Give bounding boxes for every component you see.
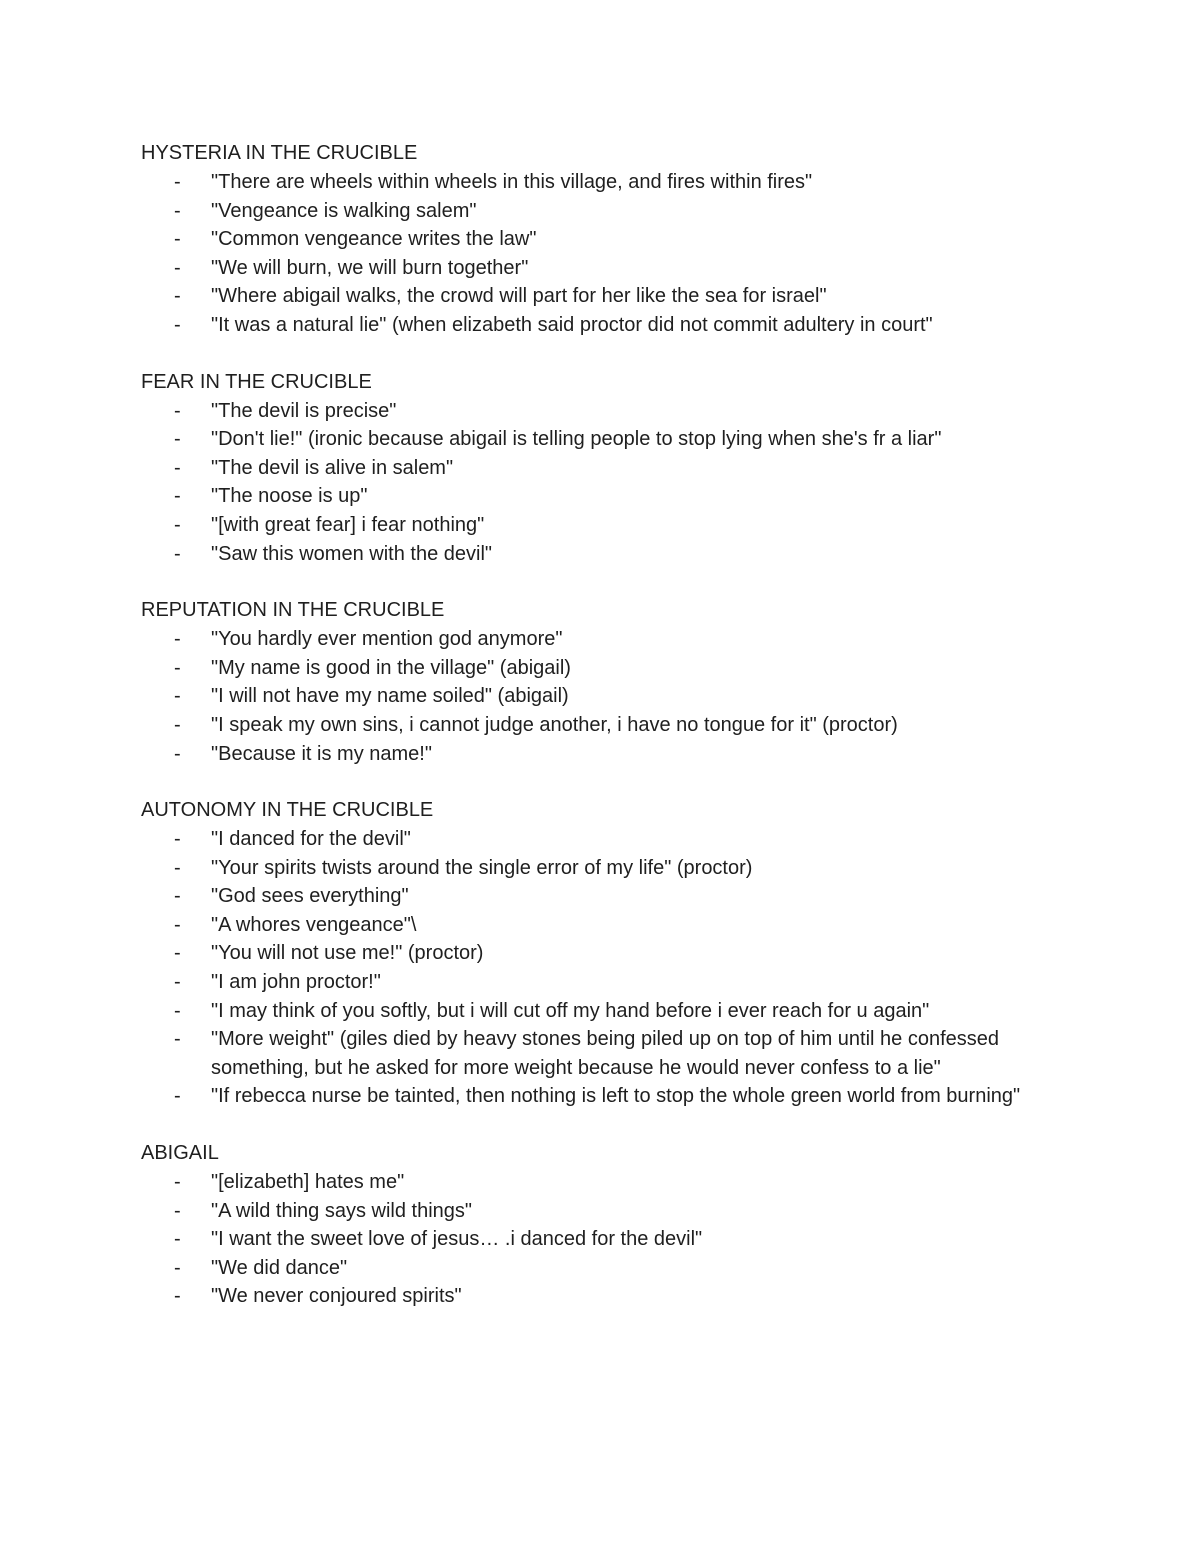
bullet-dash: -	[174, 485, 181, 508]
bullet-dash: -	[174, 628, 181, 651]
bullet-dash: -	[174, 399, 181, 422]
list-item	[141, 1082, 1061, 1111]
list-item	[141, 197, 1061, 226]
bullet-dash: -	[174, 942, 181, 965]
list-item	[141, 1168, 1061, 1197]
bullet-dash: -	[174, 313, 181, 336]
list-item	[141, 1225, 1061, 1254]
bullet-dash: -	[174, 1028, 181, 1051]
list-item	[141, 1282, 1061, 1311]
bullet-dash: -	[174, 542, 181, 565]
section-abigail	[141, 1139, 1061, 1311]
quote-text: "Common vengeance writes the law"	[211, 228, 537, 251]
list-item	[141, 425, 1061, 454]
bullet-dash: -	[174, 656, 181, 679]
list-item	[141, 482, 1061, 511]
quote-text: "If rebecca nurse be tainted, then nothing is left to stop the whole green world from burning"	[211, 1085, 1021, 1108]
bullet-dash: -	[174, 256, 181, 279]
quote-text: "The noose is up"	[211, 485, 368, 508]
list-item	[141, 854, 1061, 883]
bullet-dash: -	[174, 685, 181, 708]
bullet-dash: -	[174, 171, 181, 193]
quote-text: "[with great fear] i fear nothing"	[211, 513, 485, 536]
quote-text: "The devil is precise"	[211, 399, 397, 422]
bullet-dash: -	[174, 1228, 181, 1251]
list-item	[141, 625, 1061, 654]
bullet-dash: -	[174, 1171, 181, 1194]
quote-text: "It was a natural lie" (when elizabeth said proctor did not commit adultery in court"	[211, 313, 933, 336]
list-item	[141, 682, 1061, 711]
quote-list	[141, 625, 1061, 768]
bullet-dash: -	[174, 999, 181, 1022]
quote-text: "You hardly ever mention god anymore"	[211, 628, 563, 651]
list-item	[141, 168, 1061, 197]
list-item	[141, 540, 1061, 569]
list-item	[141, 911, 1061, 940]
list-item	[141, 311, 1061, 340]
quote-text: "I speak my own sins, i cannot judge another, i have no tongue for it" (proctor)	[211, 713, 898, 736]
list-item	[141, 740, 1061, 769]
bullet-dash: -	[174, 1256, 181, 1279]
quote-text: "A whores vengeance"\	[211, 913, 417, 936]
quote-list	[141, 397, 1061, 569]
list-item	[141, 997, 1061, 1026]
quote-list	[141, 1168, 1061, 1311]
list-item	[141, 397, 1061, 426]
section-title: HYSTERIA IN THE CRUCIBLE	[141, 142, 418, 164]
list-item	[141, 825, 1061, 854]
section-fear	[141, 368, 1061, 569]
quote-text: "Vengeance is walking salem"	[211, 199, 477, 222]
bullet-dash: -	[174, 228, 181, 251]
bullet-dash: -	[174, 428, 181, 451]
quote-text: "There are wheels within wheels in this village, and fires within fires"	[211, 171, 813, 193]
bullet-dash: -	[174, 828, 181, 851]
bullet-dash: -	[174, 199, 181, 222]
list-item	[141, 882, 1061, 911]
quote-text: "My name is good in the village" (abigail)	[211, 656, 571, 679]
bullet-dash: -	[174, 456, 181, 479]
quote-text: "You will not use me!" (proctor)	[211, 942, 484, 965]
quote-text: "I may think of you softly, but i will cut off my hand before i ever reach for u again"	[211, 999, 930, 1022]
quote-text: "We never conjoured spirits"	[211, 1285, 462, 1308]
list-item	[141, 711, 1061, 740]
bullet-dash: -	[174, 285, 181, 308]
bullet-dash: -	[174, 513, 181, 536]
list-item	[141, 1197, 1061, 1226]
list-item	[141, 511, 1061, 540]
bullet-dash: -	[174, 913, 181, 936]
section-title: ABIGAIL	[141, 1142, 219, 1165]
quote-text: "I want the sweet love of jesus… .i danced for the devil"	[211, 1228, 703, 1251]
section-title: REPUTATION IN THE CRUCIBLE	[141, 599, 445, 622]
quote-text: "God sees everything"	[211, 885, 409, 908]
list-item	[141, 282, 1061, 311]
section-autonomy	[141, 796, 1061, 1111]
bullet-dash: -	[174, 713, 181, 736]
section-hysteria	[141, 139, 1061, 340]
section-title: FEAR IN THE CRUCIBLE	[141, 370, 372, 393]
quote-text: "[elizabeth] hates me"	[211, 1171, 405, 1194]
quote-text: "More weight" (giles died by heavy stones being piled up on top of him until he confessed something, but he asked for more weight because he would never confess to a lie"	[211, 1028, 1000, 1079]
list-item	[141, 654, 1061, 683]
bullet-dash: -	[174, 1085, 181, 1108]
quote-text: "I will not have my name soiled" (abigail)	[211, 685, 569, 708]
section-reputation	[141, 596, 1061, 768]
quote-text: "We did dance"	[211, 1256, 348, 1279]
list-item	[141, 1025, 1061, 1082]
quote-text: "Because it is my name!"	[211, 742, 432, 765]
bullet-dash: -	[174, 856, 181, 879]
bullet-dash: -	[174, 1199, 181, 1222]
list-item	[141, 254, 1061, 283]
bullet-dash: -	[174, 742, 181, 765]
quote-text: "I am john proctor!"	[211, 971, 381, 994]
quote-text: "Saw this women with the devil"	[211, 542, 492, 565]
list-item	[141, 939, 1061, 968]
list-item	[141, 454, 1061, 483]
list-item	[141, 968, 1061, 997]
bullet-dash: -	[174, 885, 181, 908]
list-item	[141, 225, 1061, 254]
document-page	[141, 139, 1061, 1339]
quote-list	[141, 825, 1061, 1111]
bullet-dash: -	[174, 1285, 181, 1308]
quote-text: "We will burn, we will burn together"	[211, 256, 529, 279]
quote-text: "The devil is alive in salem"	[211, 456, 454, 479]
section-title: AUTONOMY IN THE CRUCIBLE	[141, 799, 434, 822]
quote-list	[141, 168, 1061, 340]
bullet-dash: -	[174, 971, 181, 994]
quote-text: "A wild thing says wild things"	[211, 1199, 472, 1222]
quote-text: "Don't lie!" (ironic because abigail is telling people to stop lying when she's fr a liar"	[211, 428, 942, 451]
quote-text: "I danced for the devil"	[211, 828, 411, 851]
list-item	[141, 1254, 1061, 1283]
quote-text: "Your spirits twists around the single error of my life" (proctor)	[211, 856, 753, 879]
quote-text: "Where abigail walks, the crowd will part for her like the sea for israel"	[211, 285, 827, 308]
